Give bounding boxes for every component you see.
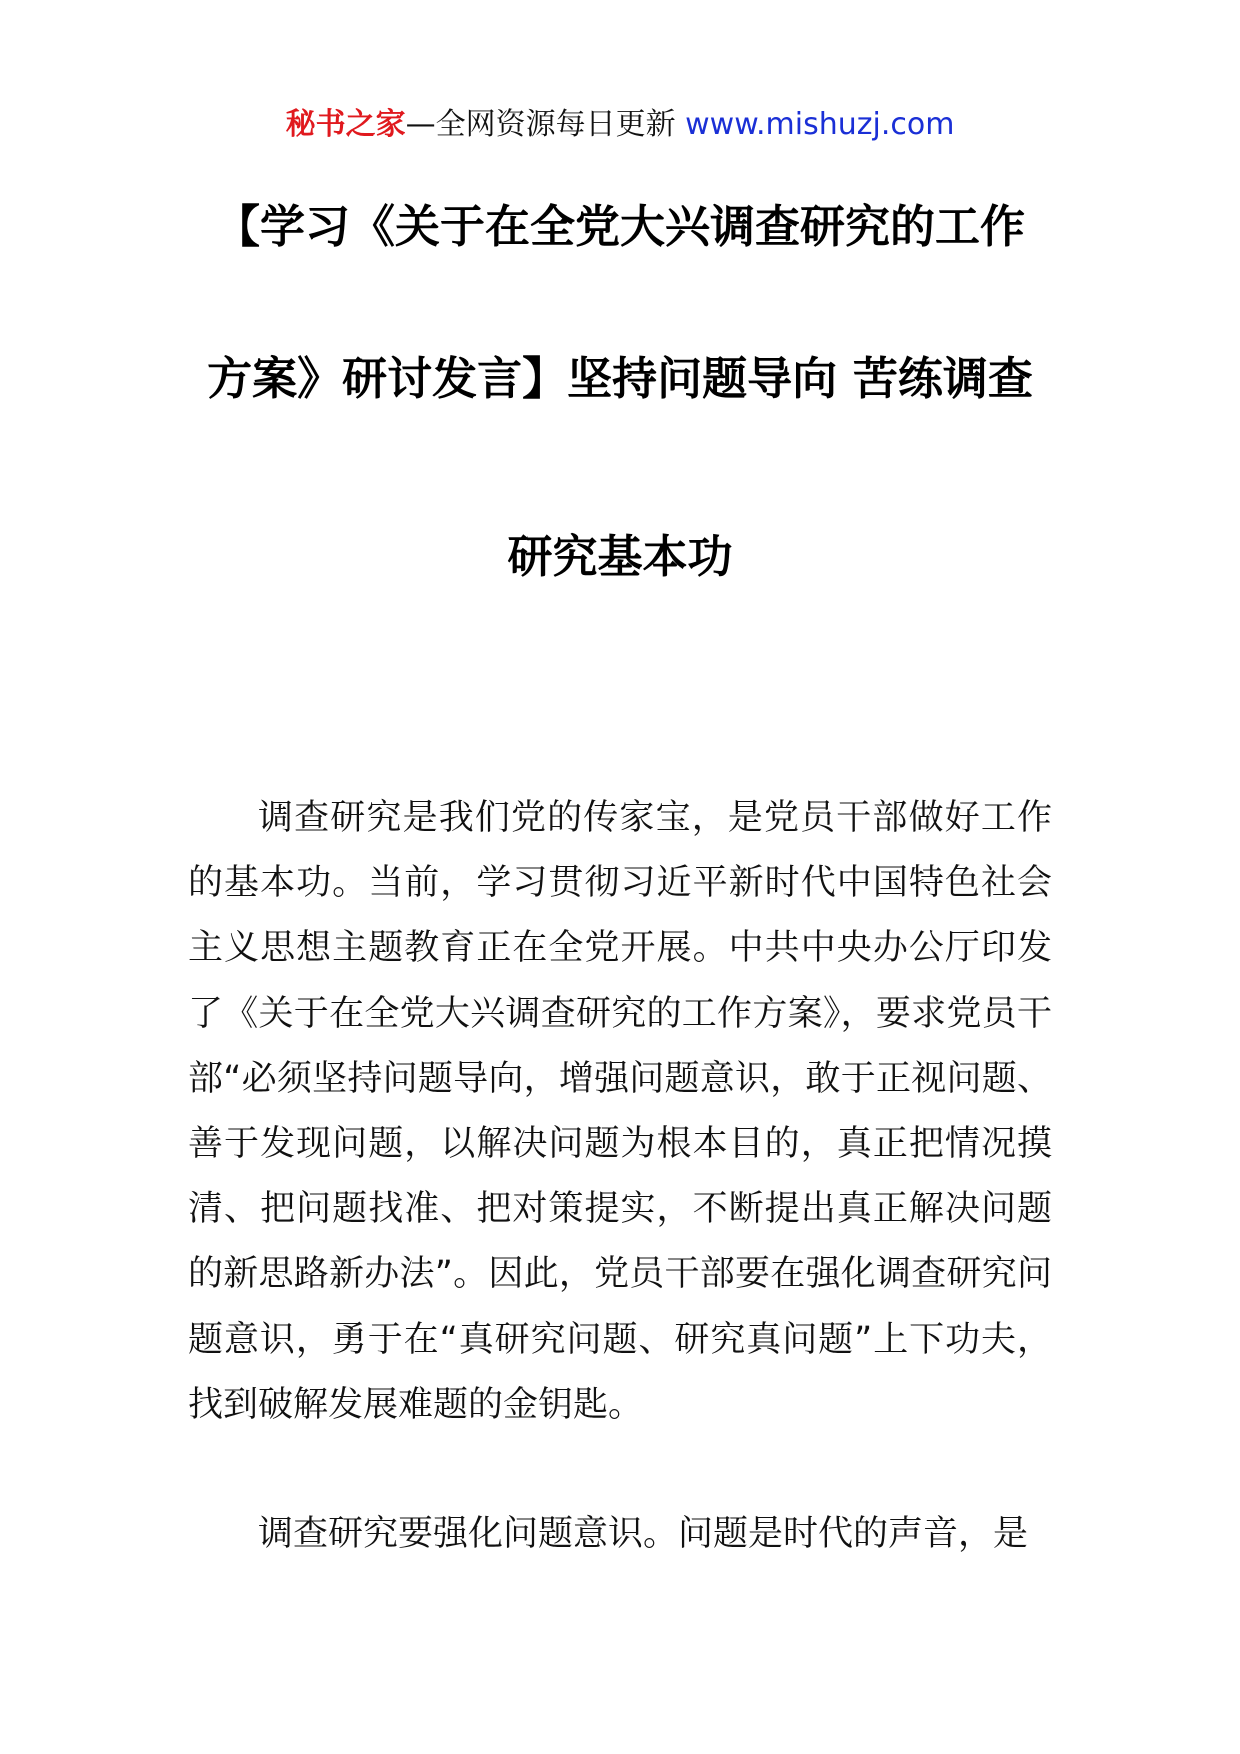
title-line-2: 方案》研讨发言】坚持问题导向 苦练调查 — [207, 352, 1033, 405]
body-paragraph-2: 调查研究要强化问题意识。问题是时代的声音，是 — [258, 1514, 1029, 1555]
title-line-1: 【学习《关于在全党大兴调查研究的工作 — [214, 200, 1025, 253]
site-header — [0, 98, 1240, 152]
document-body — [188, 786, 1052, 1567]
brand-name: 秘书之家 — [285, 107, 406, 142]
site-tagline: —全网资源每日更新 — [405, 107, 676, 142]
site-url-link[interactable]: www.mishuzj.com — [685, 107, 955, 142]
title-line-3: 研究基本功 — [507, 530, 733, 583]
body-paragraph-1: 调查研究是我们党的传家宝，是党员干部做好工作的基本功。当前，学习贯彻习近平新时代中国特色社会主义思想主题教育正在全党开展。中共中央办公厅印发了《关于在全党大兴调查研究的工作方案》，要求党员干部“必须坚持问题导向，增强问题意识，敢于正视问题、善于发现问题，以解决问题为根本目的，真正把情况摸清、把问题找准、把对策提实，不断提出真正解决问题的新思路新办法”。因此，党员干部要在强化调查研究问题意识，勇于在“真研究问题、研究真问题”上下功夫，找到破解发展难题的金钥匙。 — [188, 798, 1052, 1425]
